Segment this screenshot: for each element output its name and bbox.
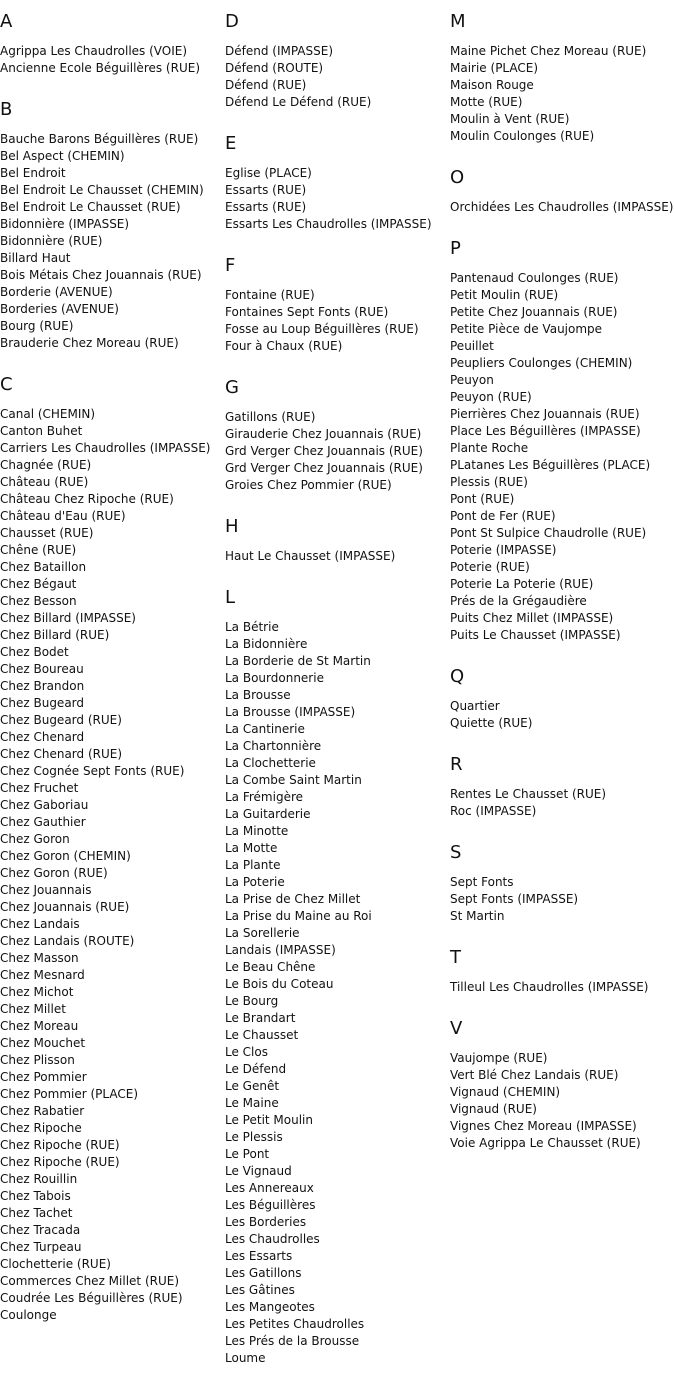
street-entry: Motte (RUE) — [450, 95, 523, 109]
street-list — [225, 619, 447, 1367]
street-entry: La Bidonnière — [225, 637, 308, 651]
section-letter-heading: G — [225, 377, 239, 398]
street-entry: Rentes Le Chausset (RUE) — [450, 787, 607, 801]
street-entry: Bel Aspect (CHEMIN) — [0, 149, 125, 163]
street-entry: Défend (ROUTE) — [225, 61, 324, 75]
street-entry: Pont St Sulpice Chaudrolle (RUE) — [450, 526, 647, 540]
street-entry: Billard Haut — [0, 251, 71, 265]
street-entry: Plessis (RUE) — [450, 475, 528, 489]
letter-group-c — [0, 375, 222, 1324]
street-entry: Les Béguillères — [225, 1198, 316, 1212]
street-entry: Château Chez Ripoche (RUE) — [0, 492, 174, 506]
street-list — [225, 287, 447, 355]
street-entry: Coulonge — [0, 1308, 57, 1322]
street-entry: Chez Landais — [0, 917, 80, 931]
street-entry: Chez Pommier (PLACE) — [0, 1087, 138, 1101]
street-entry: Loume — [225, 1351, 266, 1365]
street-entry: Le Genêt — [225, 1079, 280, 1093]
street-entry: Quartier — [450, 699, 500, 713]
street-entry: Le Bois du Coteau — [225, 977, 334, 991]
street-entry: Chez Ripoche (RUE) — [0, 1138, 120, 1152]
street-entry: Chez Tachet — [0, 1206, 73, 1220]
street-entry: Chez Gaboriau — [0, 798, 89, 812]
street-entry: La Borderie de St Martin — [225, 654, 371, 668]
letter-group-t — [450, 948, 675, 996]
street-entry: Roc (IMPASSE) — [450, 804, 537, 818]
street-entry: Le Vignaud — [225, 1164, 292, 1178]
street-entry: Chez Moreau — [0, 1019, 79, 1033]
section-letter-heading: R — [450, 754, 463, 775]
street-entry: Ancienne Ecole Béguillères (RUE) — [0, 61, 200, 75]
street-entry: Chez Millet — [0, 1002, 66, 1016]
street-entry: Sept Fonts — [450, 875, 514, 889]
index-column-2 — [225, 12, 447, 1390]
street-entry: Chez Jouannais (RUE) — [0, 900, 130, 914]
street-entry: Plante Roche — [450, 441, 529, 455]
street-entry: Vignes Chez Moreau (IMPASSE) — [450, 1119, 637, 1133]
street-entry: Le Pont — [225, 1147, 270, 1161]
street-entry: La Brousse (IMPASSE) — [225, 705, 356, 719]
street-entry: Les Borderies — [225, 1215, 307, 1229]
street-entry: Chez Bugeard (RUE) — [0, 713, 122, 727]
section-letter-heading: A — [0, 11, 13, 32]
street-entry: Poterie La Poterie (RUE) — [450, 577, 594, 591]
street-entry: Girauderie Chez Jouannais (RUE) — [225, 427, 422, 441]
street-list — [225, 43, 447, 111]
street-entry: Chez Jouannais — [0, 883, 92, 897]
street-entry: Bidonnière (IMPASSE) — [0, 217, 130, 231]
street-list — [450, 874, 675, 925]
street-list — [450, 786, 675, 820]
street-entry: Carriers Les Chaudrolles (IMPASSE) — [0, 441, 211, 455]
street-entry: Chez Mouchet — [0, 1036, 86, 1050]
street-entry: Chez Mesnard — [0, 968, 85, 982]
street-entry: Vignaud (CHEMIN) — [450, 1085, 561, 1099]
index-column-3 — [450, 12, 675, 1175]
street-entry: Orchidées Les Chaudrolles (IMPASSE) — [450, 200, 674, 214]
street-entry: Peupliers Coulonges (CHEMIN) — [450, 356, 633, 370]
street-entry: Bourg (RUE) — [0, 319, 74, 333]
street-entry: Chez Goron (CHEMIN) — [0, 849, 131, 863]
street-entry: Chez Goron (RUE) — [0, 866, 108, 880]
street-entry: Chez Rabatier — [0, 1104, 85, 1118]
street-entry: Bel Endroit Le Chausset (RUE) — [0, 200, 181, 214]
street-entry: Chez Bodet — [0, 645, 69, 659]
letter-group-s — [450, 843, 675, 925]
street-list — [450, 199, 675, 216]
street-entry: Gatillons (RUE) — [225, 410, 316, 424]
street-entry: La Cantinerie — [225, 722, 305, 736]
street-entry: Chez Bégaut — [0, 577, 77, 591]
street-entry: Groies Chez Pommier (RUE) — [225, 478, 392, 492]
street-entry: Pantenaud Coulonges (RUE) — [450, 271, 619, 285]
street-list — [0, 406, 222, 1324]
street-entry: Chez Fruchet — [0, 781, 79, 795]
street-list — [450, 270, 675, 644]
section-letter-heading: M — [450, 11, 466, 32]
street-entry: Petit Moulin (RUE) — [450, 288, 559, 302]
street-entry: Peuyon — [450, 373, 494, 387]
street-entry: La Minotte — [225, 824, 289, 838]
street-entry: Vignaud (RUE) — [450, 1102, 537, 1116]
street-entry: Poterie (IMPASSE) — [450, 543, 557, 557]
street-entry: Peuyon (RUE) — [450, 390, 532, 404]
letter-group-g — [225, 378, 447, 494]
street-entry: Canton Buhet — [0, 424, 83, 438]
street-entry: Chez Bugeard — [0, 696, 85, 710]
street-entry: Vaujompe (RUE) — [450, 1051, 548, 1065]
street-entry: Le Plessis — [225, 1130, 283, 1144]
street-entry: La Brousse — [225, 688, 291, 702]
street-entry: Borderies (AVENUE) — [0, 302, 119, 316]
letter-group-v — [450, 1019, 675, 1152]
street-list — [450, 979, 675, 996]
street-list — [450, 1050, 675, 1152]
street-entry: Moulin Coulonges (RUE) — [450, 129, 595, 143]
street-entry: Commerces Chez Millet (RUE) — [0, 1274, 180, 1288]
street-entry: Chez Pommier — [0, 1070, 87, 1084]
section-letter-heading: F — [225, 255, 236, 276]
street-entry: Agrippa Les Chaudrolles (VOIE) — [0, 44, 188, 58]
street-entry: Le Défend — [225, 1062, 287, 1076]
street-entry: Pont de Fer (RUE) — [450, 509, 556, 523]
street-entry: Les Petites Chaudrolles — [225, 1317, 365, 1331]
section-letter-heading: P — [450, 238, 461, 259]
street-entry: Place Les Béguillères (IMPASSE) — [450, 424, 641, 438]
street-entry: Le Chausset — [225, 1028, 299, 1042]
street-entry: Chez Turpeau — [0, 1240, 82, 1254]
street-entry: Chez Billard (RUE) — [0, 628, 110, 642]
street-entry: Chez Ripoche (RUE) — [0, 1155, 120, 1169]
index-column-1 — [0, 12, 222, 1347]
street-list — [225, 409, 447, 494]
section-letter-heading: L — [225, 587, 236, 608]
letter-group-r — [450, 755, 675, 820]
street-entry: Chausset (RUE) — [0, 526, 94, 540]
street-entry: Essarts (RUE) — [225, 183, 307, 197]
street-entry: Grd Verger Chez Jouannais (RUE) — [225, 461, 423, 475]
street-list — [450, 43, 675, 145]
letter-group-b — [0, 100, 222, 352]
street-entry: Le Beau Chêne — [225, 960, 316, 974]
street-entry: Les Gatillons — [225, 1266, 302, 1280]
street-entry: Chez Cognée Sept Fonts (RUE) — [0, 764, 185, 778]
street-entry: La Bétrie — [225, 620, 279, 634]
letter-group-o — [450, 168, 675, 216]
street-entry: Peuillet — [450, 339, 494, 353]
section-letter-heading: H — [225, 516, 239, 537]
street-entry: Chez Landais (ROUTE) — [0, 934, 135, 948]
street-entry: La Frémigère — [225, 790, 304, 804]
street-entry: Fontaines Sept Fonts (RUE) — [225, 305, 389, 319]
street-entry: Poterie (RUE) — [450, 560, 530, 574]
street-entry: Chez Chenard (RUE) — [0, 747, 123, 761]
street-entry: Maison Rouge — [450, 78, 534, 92]
section-letter-heading: O — [450, 167, 465, 188]
street-entry: La Prise du Maine au Roi — [225, 909, 372, 923]
section-letter-heading: E — [225, 133, 237, 154]
street-entry: Château (RUE) — [0, 475, 89, 489]
street-entry: Chez Besson — [0, 594, 77, 608]
section-letter-heading: T — [450, 947, 461, 968]
street-entry: Grd Verger Chez Jouannais (RUE) — [225, 444, 423, 458]
street-entry: La Motte — [225, 841, 278, 855]
street-entry: Sept Fonts (IMPASSE) — [450, 892, 579, 906]
street-entry: Le Brandart — [225, 1011, 296, 1025]
street-entry: Canal (CHEMIN) — [0, 407, 96, 421]
street-entry: La Bourdonnerie — [225, 671, 324, 685]
street-entry: La Guitarderie — [225, 807, 311, 821]
street-entry: St Martin — [450, 909, 505, 923]
street-entry: Mairie (PLACE) — [450, 61, 539, 75]
letter-group-q — [450, 667, 675, 732]
street-entry: La Combe Saint Martin — [225, 773, 362, 787]
street-list — [225, 165, 447, 233]
street-entry: Chez Tracada — [0, 1223, 81, 1237]
street-entry: Petite Pièce de Vaujompe — [450, 322, 603, 336]
letter-group-f — [225, 256, 447, 355]
letter-group-m — [450, 12, 675, 145]
street-entry: La Prise de Chez Millet — [225, 892, 361, 906]
street-list — [225, 548, 447, 565]
street-entry: Pierrières Chez Jouannais (RUE) — [450, 407, 640, 421]
street-entry: Puits Le Chausset (IMPASSE) — [450, 628, 621, 642]
letter-group-l — [225, 588, 447, 1367]
street-entry: Défend (RUE) — [225, 78, 307, 92]
street-entry: Coudrée Les Béguillères (RUE) — [0, 1291, 183, 1305]
street-entry: Bauche Barons Béguillères (RUE) — [0, 132, 199, 146]
street-entry: Essarts (RUE) — [225, 200, 307, 214]
street-entry: Chêne (RUE) — [0, 543, 77, 557]
section-letter-heading: D — [225, 11, 239, 32]
street-entry: Les Essarts — [225, 1249, 293, 1263]
street-entry: Four à Chaux (RUE) — [225, 339, 343, 353]
street-entry: Bel Endroit Le Chausset (CHEMIN) — [0, 183, 204, 197]
street-entry: Bel Endroit — [0, 166, 66, 180]
street-entry: Les Chaudrolles — [225, 1232, 320, 1246]
street-entry: Petite Chez Jouannais (RUE) — [450, 305, 618, 319]
section-letter-heading: B — [0, 99, 13, 120]
street-entry: Chez Goron — [0, 832, 70, 846]
street-entry: Le Maine — [225, 1096, 279, 1110]
street-entry: Clochetterie (RUE) — [0, 1257, 111, 1271]
section-letter-heading: Q — [450, 666, 465, 687]
street-entry: Chez Rouillin — [0, 1172, 78, 1186]
street-entry: Chez Gauthier — [0, 815, 86, 829]
street-entry: Landais (IMPASSE) — [225, 943, 336, 957]
section-letter-heading: C — [0, 374, 13, 395]
letter-group-p — [450, 239, 675, 644]
street-entry: Chez Plisson — [0, 1053, 75, 1067]
street-list — [0, 131, 222, 352]
street-entry: Défend (IMPASSE) — [225, 44, 334, 58]
street-entry: Le Petit Moulin — [225, 1113, 313, 1127]
street-entry: Château d'Eau (RUE) — [0, 509, 126, 523]
street-entry: Eglise (PLACE) — [225, 166, 312, 180]
street-entry: La Clochetterie — [225, 756, 316, 770]
letter-group-h — [225, 517, 447, 565]
street-entry: Bidonnière (RUE) — [0, 234, 103, 248]
street-entry: La Sorellerie — [225, 926, 300, 940]
street-entry: Prés de la Grégaudière — [450, 594, 587, 608]
letter-group-e — [225, 134, 447, 233]
street-entry: Tilleul Les Chaudrolles (IMPASSE) — [450, 980, 649, 994]
street-entry: Le Clos — [225, 1045, 268, 1059]
street-list — [450, 698, 675, 732]
street-entry: Chez Ripoche — [0, 1121, 82, 1135]
street-entry: Borderie (AVENUE) — [0, 285, 113, 299]
street-entry: PLatanes Les Béguillères (PLACE) — [450, 458, 651, 472]
street-entry: Quiette (RUE) — [450, 716, 533, 730]
street-entry: Les Gâtines — [225, 1283, 295, 1297]
street-list — [0, 43, 222, 77]
street-entry: Chez Bataillon — [0, 560, 87, 574]
street-entry: Pont (RUE) — [450, 492, 515, 506]
street-entry: Chez Michot — [0, 985, 74, 999]
street-entry: Voie Agrippa Le Chausset (RUE) — [450, 1136, 641, 1150]
street-entry: Chez Chenard — [0, 730, 85, 744]
street-entry: Bois Métais Chez Jouannais (RUE) — [0, 268, 202, 282]
street-entry: Les Prés de la Brousse — [225, 1334, 360, 1348]
street-entry: Les Mangeotes — [225, 1300, 315, 1314]
street-entry: Brauderie Chez Moreau (RUE) — [0, 336, 179, 350]
street-entry: Haut Le Chausset (IMPASSE) — [225, 549, 396, 563]
street-entry: Chez Masson — [0, 951, 79, 965]
letter-group-d — [225, 12, 447, 111]
street-entry: La Plante — [225, 858, 281, 872]
street-entry: Puits Chez Millet (IMPASSE) — [450, 611, 614, 625]
street-entry: Essarts Les Chaudrolles (IMPASSE) — [225, 217, 432, 231]
street-entry: Les Annereaux — [225, 1181, 314, 1195]
street-entry: Chez Brandon — [0, 679, 85, 693]
section-letter-heading: V — [450, 1018, 463, 1039]
street-entry: Chez Tabois — [0, 1189, 71, 1203]
street-entry: La Chartonnière — [225, 739, 322, 753]
street-entry: Maine Pichet Chez Moreau (RUE) — [450, 44, 647, 58]
street-entry: Fosse au Loup Béguillères (RUE) — [225, 322, 419, 336]
letter-group-a — [0, 12, 222, 77]
street-entry: Chez Billard (IMPASSE) — [0, 611, 136, 625]
street-entry: Fontaine (RUE) — [225, 288, 315, 302]
street-entry: La Poterie — [225, 875, 285, 889]
street-entry: Chagnée (RUE) — [0, 458, 92, 472]
street-entry: Vert Blé Chez Landais (RUE) — [450, 1068, 619, 1082]
street-entry: Moulin à Vent (RUE) — [450, 112, 570, 126]
street-entry: Chez Boureau — [0, 662, 84, 676]
street-entry: Le Bourg — [225, 994, 279, 1008]
street-entry: Défend Le Défend (RUE) — [225, 95, 372, 109]
section-letter-heading: S — [450, 842, 462, 863]
